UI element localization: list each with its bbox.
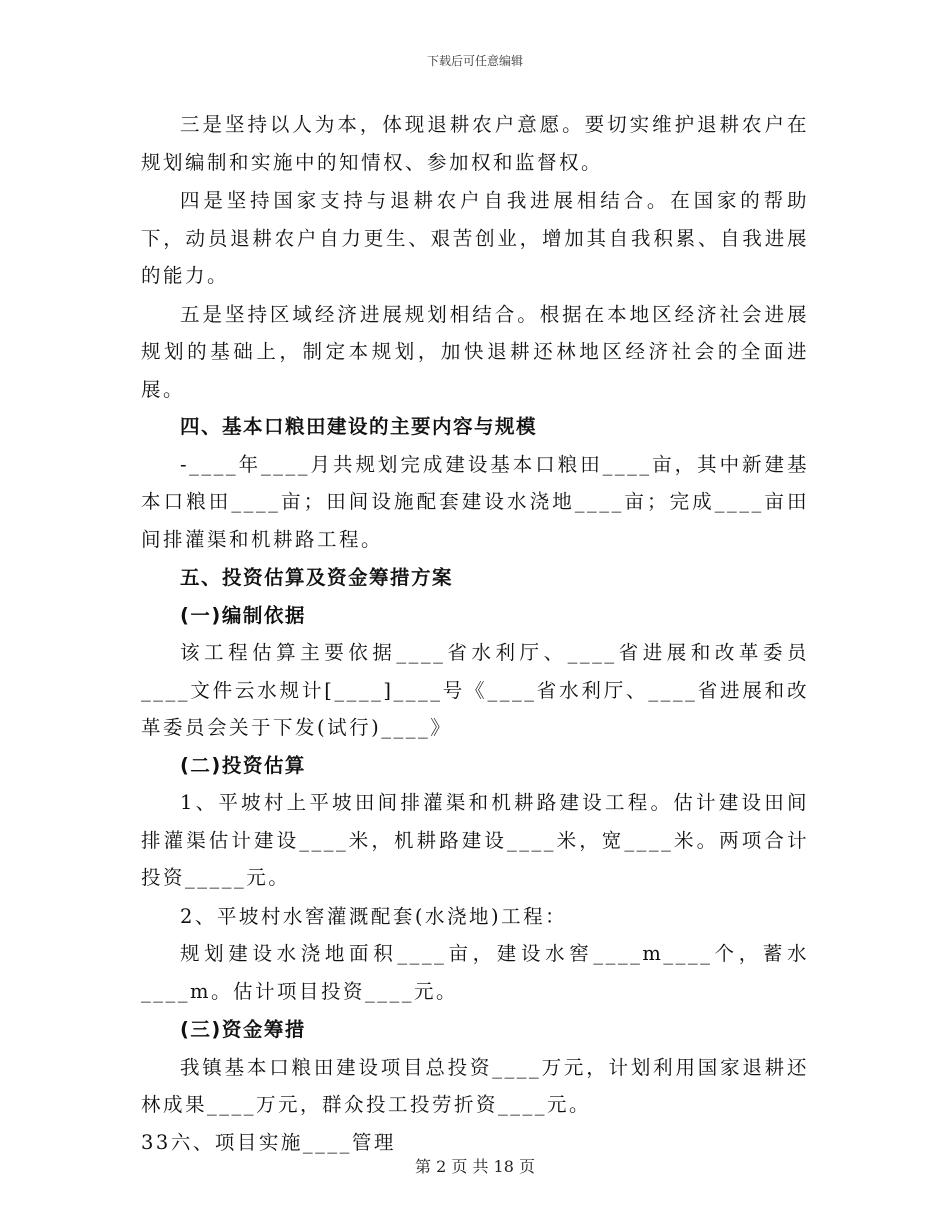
paragraph-irrigation-plan: 规划建设水浇地面积____亩，建设水窖____m____个，蓄水____m。估计项目投资____元。: [141, 942, 809, 1003]
page-header-note: 下载后可任意编辑: [426, 54, 523, 68]
page-number: 第 2 页 共 18 页: [415, 1157, 535, 1176]
paragraph-estimate-one: 1、平坡村上平坡田间排灌渠和机耕路建设工程。估计建设田间排灌渠估计建设____米，机耕路建设____米，宽____米。两项合计投资_____元。: [141, 791, 809, 889]
paragraph-construction-scale: -____年____月共规划完成建设基本口粮田____亩，其中新建基本口粮田____亩；田间设施配套建设水浇地____亩；完成____亩田间排灌渠和机耕路工程。: [141, 452, 809, 551]
subheading-estimate: (二)投资估算: [180, 753, 306, 777]
paragraph-implementation: 33六、项目实施____管理: [141, 1130, 396, 1154]
paragraph-principle-four: 四是坚持国家支持与退耕农户自我进展相结合。在国家的帮助下，动员退耕农户自力更生、艰苦创业，增加其自我积累、自我进展的能力。: [141, 189, 809, 287]
paragraph-principle-five: 五是坚持区域经济进展规划相结合。根据在本地区经济社会进展规划的基础上，制定本规划，加快退耕还林地区经济社会的全面进展。: [141, 302, 809, 401]
document-body: [141, 106, 809, 1161]
paragraph-principle-three: 三是坚持以人为本，体现退耕农户意愿。要切实维护退耕农户在规划编制和实施中的知情权、参加权和监督权。: [141, 113, 809, 174]
subheading-basis: (一)编制依据: [180, 603, 306, 627]
paragraph-estimate-two: 2、平坡村水窖灌溉配套(水浇地)工程：: [180, 904, 568, 928]
subheading-funding: (三)资金筹措: [180, 1018, 306, 1041]
paragraph-funding: 我镇基本口粮田建设项目总投资____万元，计划利用国家退耕还林成果____万元，群众投工投劳折资____元。: [141, 1055, 809, 1116]
section-heading-four: 四、基本口粮田建设的主要内容与规模: [180, 415, 538, 438]
paragraph-basis: 该工程估算主要依据____省水利厅、____省进展和改革委员____文件云水规计[____]____号《____省水利厅、____省进展和改革委员会关于下发(试行)____》: [141, 641, 809, 739]
section-heading-five: 五、投资估算及资金筹措方案: [180, 566, 454, 589]
